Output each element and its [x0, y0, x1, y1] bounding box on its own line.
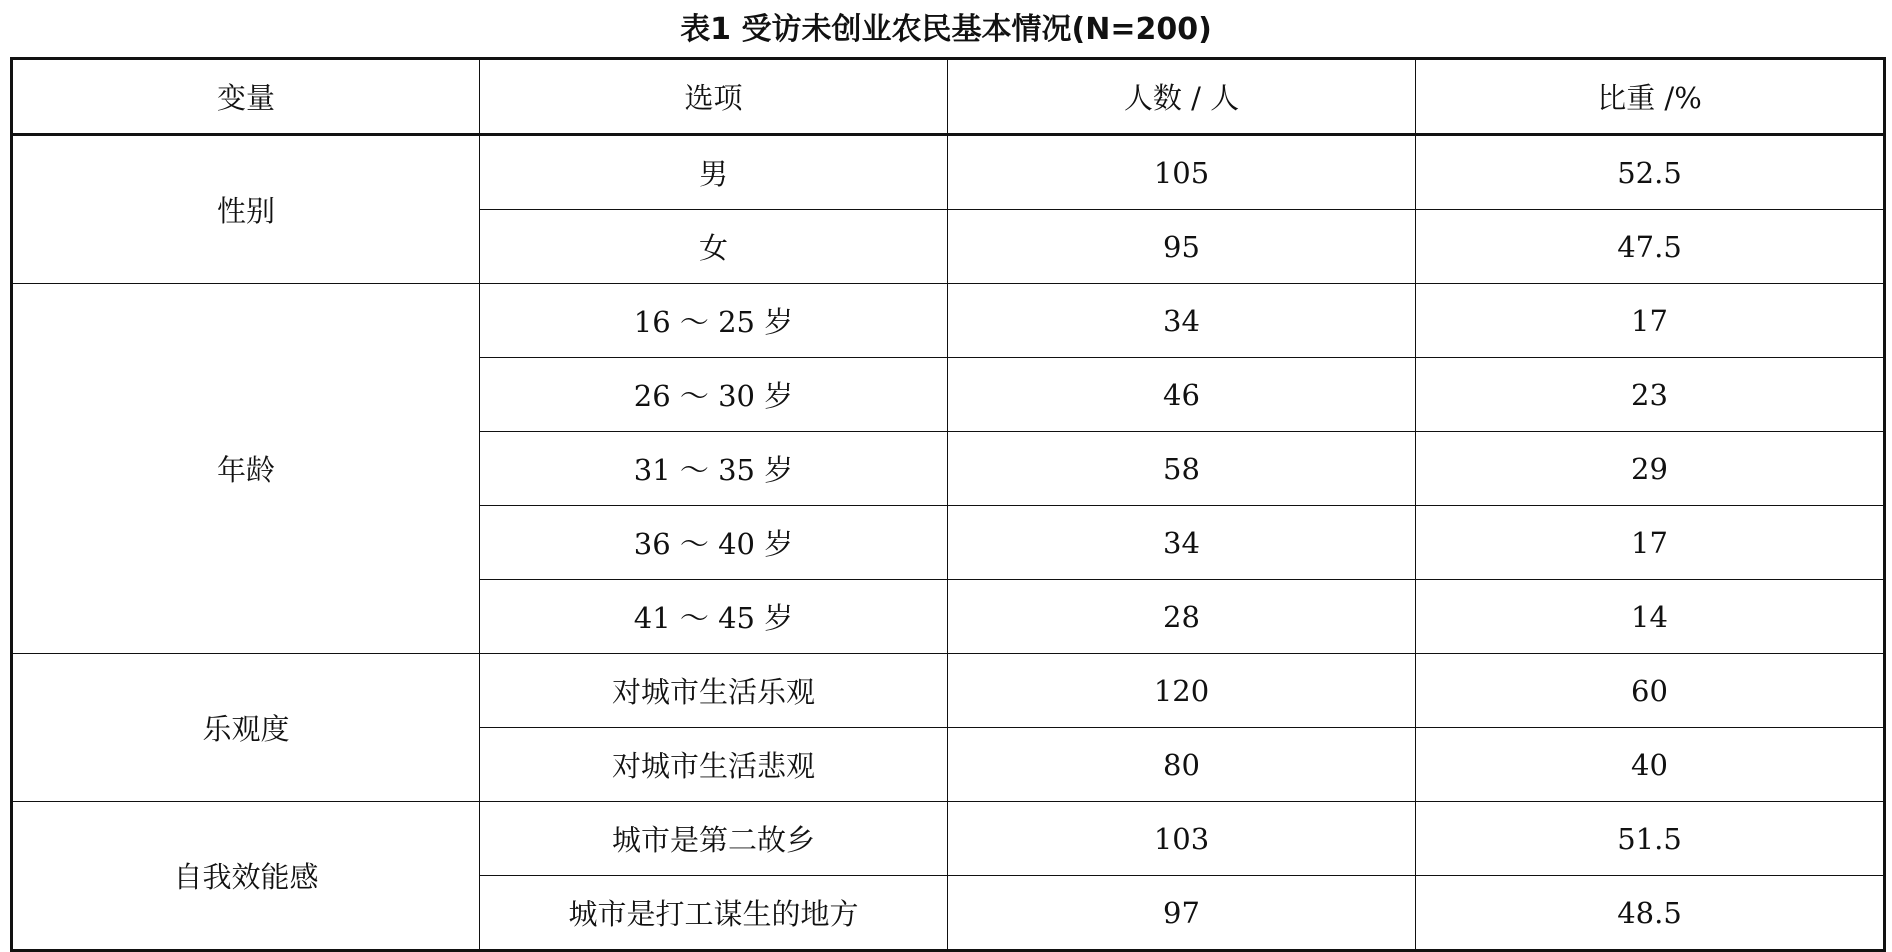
variable-cell: 乐观度: [12, 654, 480, 802]
count-cell: 103: [948, 802, 1416, 876]
header-variable: 变量: [12, 59, 480, 135]
count-cell: 120: [948, 654, 1416, 728]
percent-cell: 60: [1416, 654, 1885, 728]
respondent-table: [10, 57, 1886, 952]
table-row: [12, 654, 1885, 728]
option-cell: 36 ～ 40 岁: [480, 506, 948, 580]
percent-cell: 29: [1416, 432, 1885, 506]
option-cell: 城市是第二故乡: [480, 802, 948, 876]
header-count: 人数 / 人: [948, 59, 1416, 135]
count-cell: 34: [948, 506, 1416, 580]
count-cell: 58: [948, 432, 1416, 506]
option-cell: 41 ～ 45 岁: [480, 580, 948, 654]
variable-cell: 自我效能感: [12, 802, 480, 951]
percent-cell: 48.5: [1416, 876, 1885, 951]
count-cell: 97: [948, 876, 1416, 951]
percent-cell: 40: [1416, 728, 1885, 802]
variable-cell: 性别: [12, 135, 480, 284]
percent-cell: 14: [1416, 580, 1885, 654]
option-cell: 31 ～ 35 岁: [480, 432, 948, 506]
table-title: 表1 受访未创业农民基本情况(N=200): [680, 12, 1212, 47]
count-cell: 95: [948, 210, 1416, 284]
percent-cell: 23: [1416, 358, 1885, 432]
count-cell: 34: [948, 284, 1416, 358]
table-row: [12, 284, 1885, 358]
percent-cell: 51.5: [1416, 802, 1885, 876]
table-row: [12, 802, 1885, 876]
percent-cell: 52.5: [1416, 135, 1885, 210]
count-cell: 46: [948, 358, 1416, 432]
header-row: [12, 59, 1885, 135]
option-cell: 城市是打工谋生的地方: [480, 876, 948, 951]
header-option: 选项: [480, 59, 948, 135]
variable-cell: 年龄: [12, 284, 480, 654]
option-cell: 26 ～ 30 岁: [480, 358, 948, 432]
option-cell: 女: [480, 210, 948, 284]
count-cell: 80: [948, 728, 1416, 802]
option-cell: 对城市生活乐观: [480, 654, 948, 728]
option-cell: 男: [480, 135, 948, 210]
table-row: [12, 135, 1885, 210]
count-cell: 28: [948, 580, 1416, 654]
count-cell: 105: [948, 135, 1416, 210]
percent-cell: 17: [1416, 506, 1885, 580]
percent-cell: 17: [1416, 284, 1885, 358]
percent-cell: 47.5: [1416, 210, 1885, 284]
option-cell: 对城市生活悲观: [480, 728, 948, 802]
header-percent: 比重 /%: [1416, 59, 1885, 135]
option-cell: 16 ～ 25 岁: [480, 284, 948, 358]
